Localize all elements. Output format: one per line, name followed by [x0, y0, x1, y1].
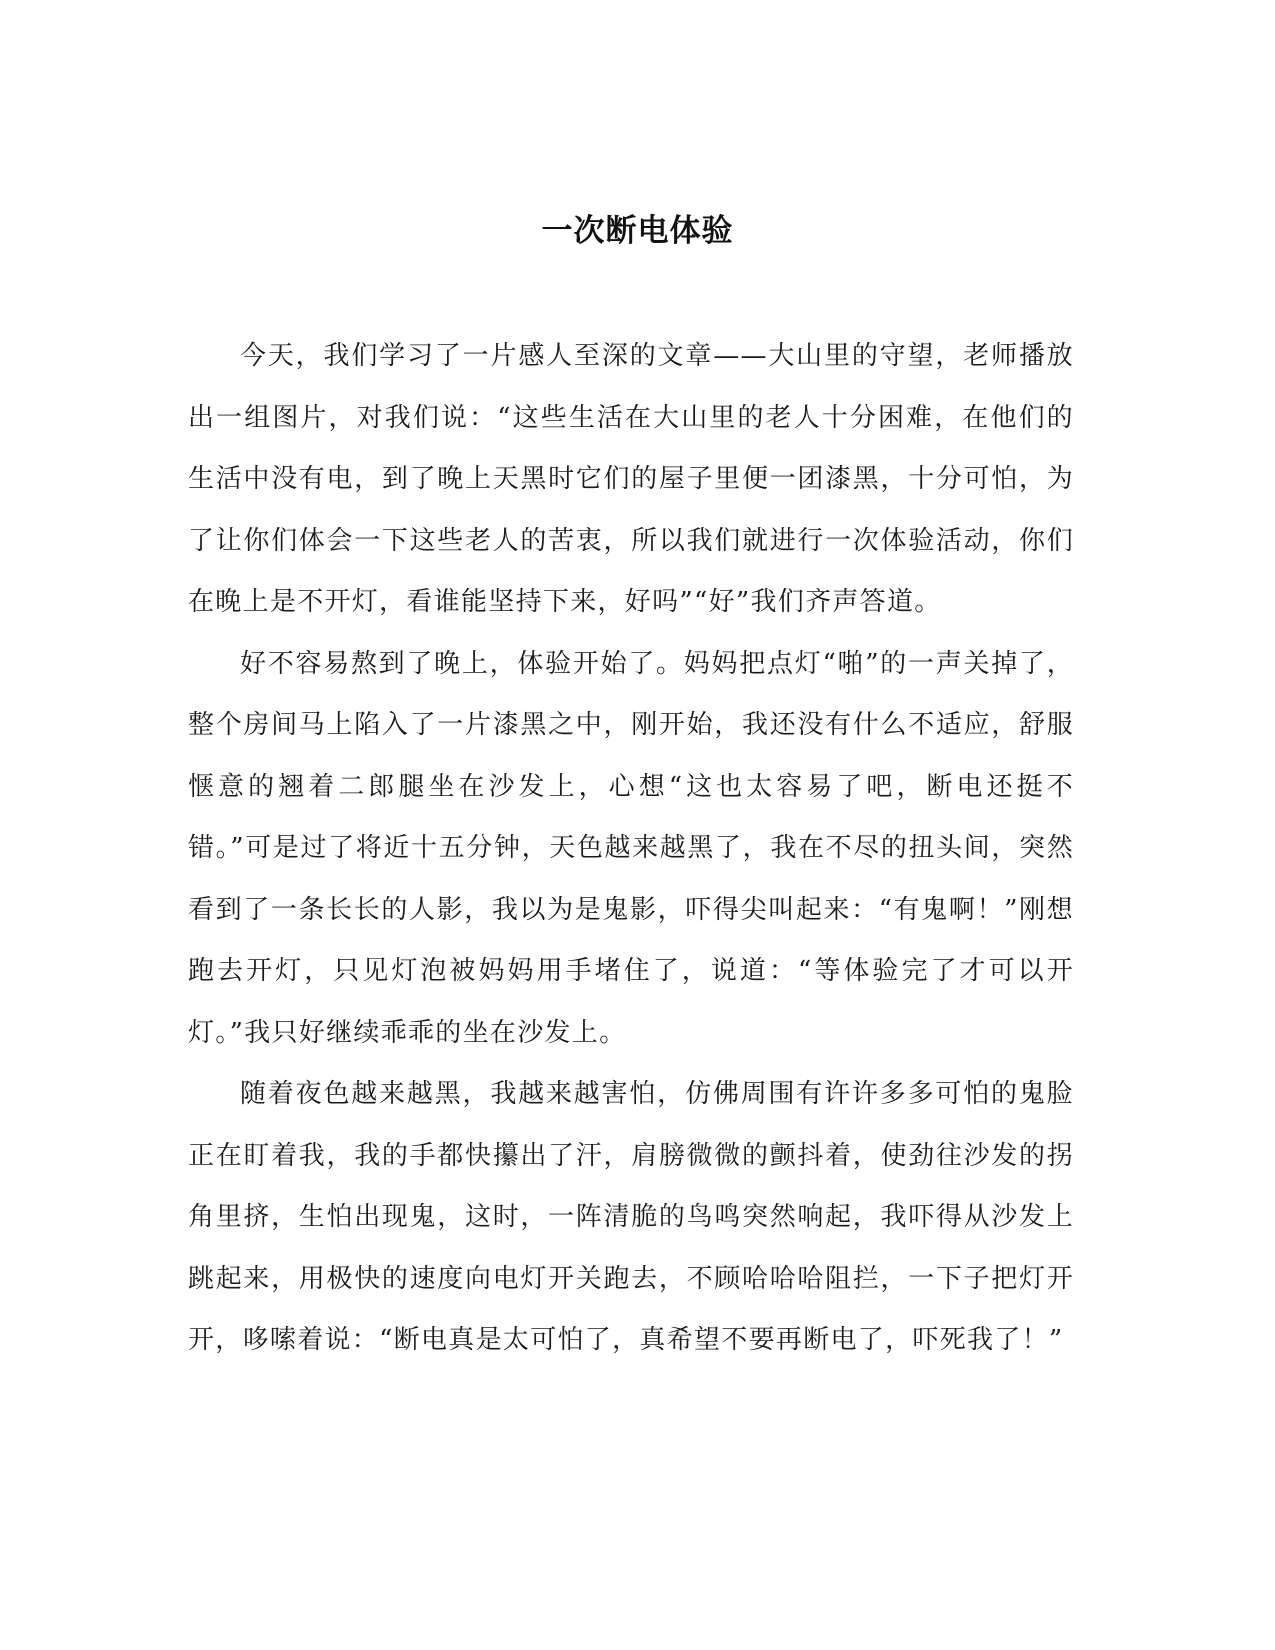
paragraph-2: 好不容易熬到了晚上，体验开始了。妈妈把点灯“啪”的一声关掉了，整个房间马上陷入了一片漆黑之中，刚开始，我还没有什么不适应，舒服惬意的翘着二郎腿坐在沙发上，心想“这也太容易了吧，断电还挺不错。”可是过了将近十五分钟，天色越来越黑了，我在不尽的扭头间，突然看到了一条长长的人影，我以为是鬼影，吓得尖叫起来：“有鬼啊！”刚想跑去开灯，只见灯泡被妈妈用手堵住了，说道：“等体验完了才可以开灯。”我只好继续乖乖的坐在沙发上。: [188, 648, 1074, 1048]
paragraph-3: 随着夜色越来越黑，我越来越害怕，仿佛周围有许许多多可怕的鬼脸正在盯着我，我的手都快攥出了汗，肩膀微微的颤抖着，使劲往沙发的拐角里挤，生怕出现鬼，这时，一阵清脆的鸟鸣突然响起，我吓得从沙发上跳起来，用极快的速度向电灯开关跑去，不顾哈哈哈阻拦，一下子把灯开开，哆嗦着说：“断电真是太可怕了，真希望不要再断电了，吓死我了！”: [188, 1079, 1074, 1355]
document-body: [188, 326, 1074, 1372]
document-title: 一次断电体验: [541, 213, 734, 249]
paragraph-1: 今天，我们学习了一片感人至深的文章——大山里的守望，老师播放出一组图片，对我们说：“这些生活在大山里的老人十分困难，在他们的生活中没有电，到了晚上天黑时它们的屋子里便一团漆黑，十分可怕，为了让你们体会一下这些老人的苦衷，所以我们就进行一次体验活动，你们在晚上是不开灯，看谁能坚持下来，好吗”“好”我们齐声答道。: [188, 341, 1074, 617]
